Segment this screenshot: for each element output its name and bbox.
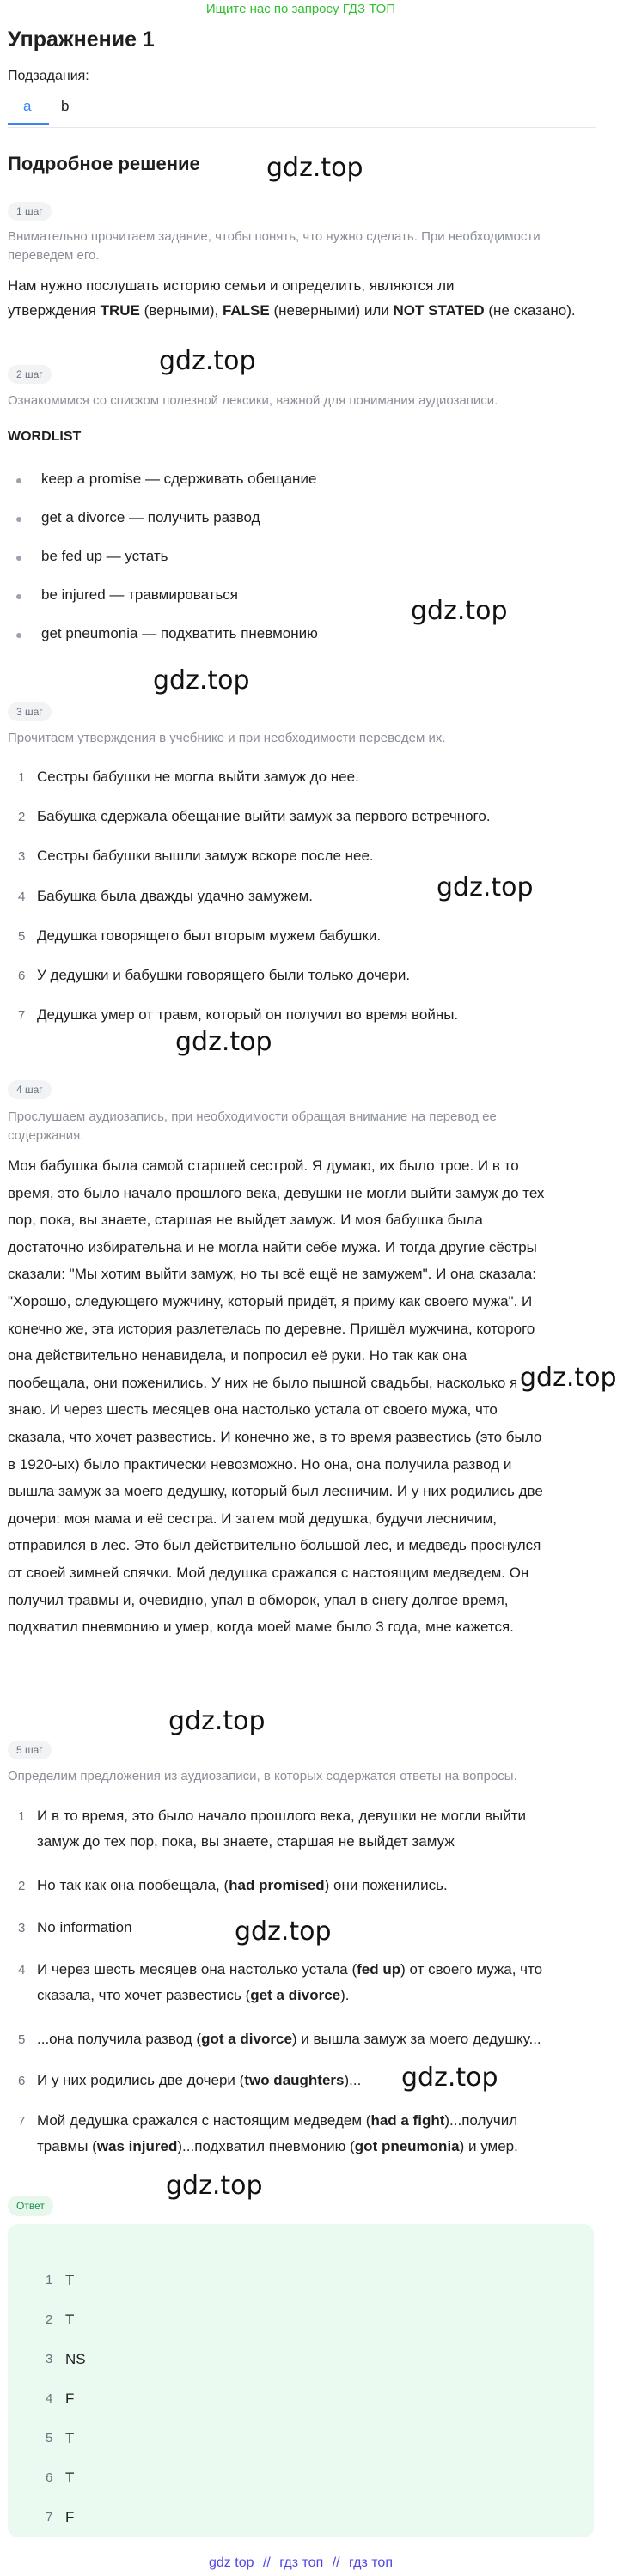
item-number: 5 <box>18 929 26 944</box>
transcript <box>8 1152 592 1641</box>
transcript-line: она действительно ненавидела, и попросил её руки. Но так как она <box>8 1347 467 1364</box>
key-phrase: fed up <box>357 1961 401 1978</box>
evidence <box>37 1873 587 1899</box>
transcript-line: знаю. И через шесть месяцев она настолько устала от своего мужа, что <box>8 1401 498 1419</box>
evidence-line: замуж до тех пор, пока, вы знаете, старшая не выйдет замуж <box>37 1833 455 1850</box>
active-tab-indicator <box>8 123 49 125</box>
key-phrase: got pneumonia <box>354 2138 460 2154</box>
item-number: 3 <box>18 1921 26 1935</box>
footer-link[interactable]: гдз топ <box>279 2555 324 2570</box>
text-span: (неверными) или <box>269 302 394 319</box>
answer-value: F <box>65 2509 75 2525</box>
transcript-line: конечно же, эта история разлетелась по деревне. Пришёл мужчина, которого <box>8 1320 535 1337</box>
text-span: (верными), <box>139 302 223 319</box>
evidence-line <box>37 1983 587 2008</box>
item-number: 7 <box>18 2114 26 2129</box>
answer-number: 5 <box>46 2431 53 2445</box>
transcript-line: отправился в лес. Это был действительно большой лес, и медведь проснулся <box>8 1537 541 1554</box>
transcript-line: получил травмы и, очевидно, упал в обморок, упал в снегу долгое время, <box>8 1591 509 1608</box>
wordlist-item-text: get a divorce — получить развод <box>41 509 260 526</box>
answer-number: 2 <box>46 2312 53 2327</box>
text-span: травмы ( <box>37 2138 97 2154</box>
page-title: Упражнение 1 <box>8 27 155 52</box>
step-note: Ознакомимся со списком полезной лексики, важной для понимания аудиозаписи. <box>8 393 498 408</box>
watermark: gdz.top <box>266 153 363 183</box>
text-span: ) от своего мужа, что <box>400 1961 543 1978</box>
evidence-line <box>37 2108 587 2134</box>
text-span: ) и вышла замуж за моего дедушку... <box>291 2031 541 2047</box>
answer-number: 1 <box>46 2273 53 2287</box>
step-badge: 4 шаг <box>8 1080 52 1099</box>
answer-number: 7 <box>46 2510 53 2524</box>
answer-number: 6 <box>46 2470 53 2485</box>
evidence-line <box>37 1957 587 1983</box>
transcript-line: вышла замуж за моего дедушку, который был лесничим. И у них родились две <box>8 1483 543 1500</box>
footer-separator: // <box>262 2555 271 2570</box>
keyword-true: TRUE <box>100 302 140 319</box>
evidence <box>37 2108 587 2160</box>
statement: Дедушка говорящего был вторым мужем бабушки. <box>37 927 382 944</box>
transcript-line: от своей зимней спячки. Мой дедушка сражался с настоящим медведем. Он <box>8 1564 529 1581</box>
answer-value: T <box>65 2272 75 2288</box>
transcript-line: дочери: моя мама и её сестра. И затем мой дедушка, будучи лесничим, <box>8 1510 497 1527</box>
statement: Бабушка сдержала обещание выйти замуж за первого встречного. <box>37 808 491 824</box>
evidence <box>37 1957 587 2008</box>
item-number: 6 <box>18 2074 26 2088</box>
watermark: gdz.top <box>235 1917 332 1947</box>
text-span: И через шесть месяцев она настолько устала ( <box>37 1961 357 1978</box>
step-text <box>8 273 592 323</box>
text-span: утверждения <box>8 302 101 319</box>
watermark: gdz.top <box>175 1027 272 1057</box>
item-number: 2 <box>18 810 26 824</box>
text-span: )...получил <box>444 2112 518 2129</box>
transcript-line: время, это было начало прошлого века, девушки не могли выйти замуж до тех <box>8 1184 545 1201</box>
text-span: ...она получила развод ( <box>37 2031 202 2047</box>
statement: Сестры бабушки вышли замуж вскоре после нее. <box>37 848 374 864</box>
step-badge: 2 шаг <box>8 365 52 384</box>
wordlist-item-text: keep a promise — сдерживать обещание <box>41 471 317 487</box>
watermark: gdz.top <box>153 665 250 696</box>
tab-b[interactable]: b <box>61 98 70 114</box>
answer-value: F <box>65 2391 75 2407</box>
transcript-line: подхватил пневмонию и умер, когда моей маме было 3 года, мне кажется. <box>8 1619 514 1636</box>
solution-heading: Подробное решение <box>8 153 200 174</box>
item-number: 6 <box>18 969 26 983</box>
answer-value: NS <box>65 2351 86 2367</box>
text-span: ) и умер. <box>459 2138 518 2154</box>
evidence <box>37 1803 587 1855</box>
text-span: )...подхватил пневмонию ( <box>177 2138 355 2154</box>
watermark: gdz.top <box>437 872 534 902</box>
answer-box <box>8 2224 594 2537</box>
answer-value: T <box>65 2312 75 2328</box>
text-span: Но так как она пообещала, ( <box>37 1877 229 1893</box>
item-number: 1 <box>18 770 26 785</box>
text-span: сказала, что хочет развестись ( <box>37 1987 251 2003</box>
text-span: (не сказано). <box>484 302 576 319</box>
tab-a[interactable]: a <box>23 98 32 114</box>
item-number: 4 <box>18 1963 26 1978</box>
footer-link[interactable]: гдз топ <box>349 2555 393 2570</box>
step-badge: 1 шаг <box>8 202 52 221</box>
item-number: 7 <box>18 1008 26 1023</box>
wordlist-item-text: be injured — травмироваться <box>41 586 239 603</box>
answer-badge: Ответ <box>8 2196 53 2216</box>
evidence <box>37 2068 587 2093</box>
answer-value: T <box>65 2430 75 2446</box>
text-span: ). <box>340 1987 350 2003</box>
answer-number: 4 <box>46 2391 53 2406</box>
watermark: gdz.top <box>166 2171 263 2201</box>
watermark: gdz.top <box>168 1706 266 1736</box>
transcript-line: Моя бабушка была самой старшей сестрой. Я думаю, их было трое. И в то <box>8 1157 519 1174</box>
key-phrase: was injured <box>96 2138 178 2154</box>
key-phrase: two daughters <box>244 2072 345 2088</box>
statement: У дедушки и бабушки говорящего были только дочери. <box>37 967 411 983</box>
watermark: gdz.top <box>401 2063 498 2093</box>
transcript-line: пообещала, они поженились. У них не было пышной свадьбы, насколько я <box>8 1374 518 1391</box>
answer-value: T <box>65 2470 75 2486</box>
transcript-line: "Хорошо, следующего мужчину, который придёт, я приму как своего мужа". И <box>8 1292 533 1309</box>
note-line: содержания. <box>8 1128 84 1143</box>
watermark: gdz.top <box>411 596 508 626</box>
item-number: 5 <box>18 2032 26 2047</box>
footer-link[interactable]: gdz top <box>209 2555 254 2570</box>
statement: Дедушка умер от травм, который он получил во время войны. <box>37 1006 459 1023</box>
key-phrase: had promised <box>229 1877 325 1893</box>
step-badge: 5 шаг <box>8 1741 52 1759</box>
step-note: Определим предложения из аудиозаписи, в которых содержатся ответы на вопросы. <box>8 1769 517 1783</box>
statement: Сестры бабушки не могла выйти замуж до нее. <box>37 769 359 785</box>
step-note: Внимательно прочитаем задание, чтобы понять, что нужно сделать. При необходимости переведем его. <box>8 229 541 263</box>
key-phrase: had a fight <box>370 2112 445 2129</box>
wordlist-title: WORDLIST <box>8 429 82 444</box>
evidence <box>37 2026 587 2052</box>
item-number: 1 <box>18 1809 26 1824</box>
watermark: gdz.top <box>520 1363 617 1393</box>
wordlist-item-text: get pneumonia — подхватить пневмонию <box>41 625 318 641</box>
item-number: 4 <box>18 890 26 904</box>
evidence: No information <box>37 1919 132 1935</box>
item-number: 3 <box>18 849 26 864</box>
note-line: Прослушаем аудиозапись, при необходимости обращая внимание на перевод ее <box>8 1109 497 1124</box>
transcript-line: сказали: "Мы хотим выйти замуж, но ты всё ещё не замужем". И она сказала: <box>8 1266 536 1283</box>
evidence-line: И в то время, это было начало прошлого века, девушки не могли выйти <box>37 1807 526 1824</box>
evidence-line <box>37 2134 587 2160</box>
key-phrase: get a divorce <box>250 1987 341 2003</box>
step-badge: 3 шаг <box>8 702 52 721</box>
transcript-line: сказала, что хочет развестись. И конечно же, в то время развестись (это было <box>8 1428 542 1445</box>
statement: Бабушка была дважды удачно замужем. <box>37 888 314 904</box>
key-phrase: got a divorce <box>201 2031 292 2047</box>
answer-number: 3 <box>46 2352 53 2366</box>
step-note: Прочитаем утверждения в учебнике и при необходимости переведем их. <box>8 731 446 745</box>
transcript-line: пор, пока, вы знаете, старшая не выйдет замуж. И моя бабушка была <box>8 1212 483 1229</box>
text-line: Нам нужно послушать историю семьи и определить, являются ли <box>8 277 455 294</box>
footer-separator: // <box>332 2555 340 2570</box>
text-span: Мой дедушка сражался с настоящим медведем ( <box>37 2112 371 2129</box>
keyword-not-stated: NOT STATED <box>393 302 485 319</box>
text-span: )... <box>344 2072 362 2088</box>
subtask-tabs <box>8 89 596 128</box>
watermark: gdz.top <box>159 346 256 376</box>
subtasks-label: Подзадания: <box>8 69 89 83</box>
text-line <box>8 298 592 323</box>
text-span: И у них родились две дочери ( <box>37 2072 245 2088</box>
step-note <box>8 1108 592 1145</box>
wordlist-item-text: be fed up — устать <box>41 548 168 564</box>
item-number: 2 <box>18 1879 26 1893</box>
transcript-line: в 1920-ых) было практически невозможно. Но она, она получила развод и <box>8 1455 512 1473</box>
transcript-line: достаточно избирательна и не могла найти себе мужа. И тогда другие сёстры <box>8 1238 537 1255</box>
keyword-false: FALSE <box>222 302 270 319</box>
text-span: ) они поженились. <box>324 1877 448 1893</box>
footer-links <box>0 2552 602 2574</box>
promo-banner[interactable]: Ищите нас по запросу ГДЗ ТОП <box>205 2 396 16</box>
